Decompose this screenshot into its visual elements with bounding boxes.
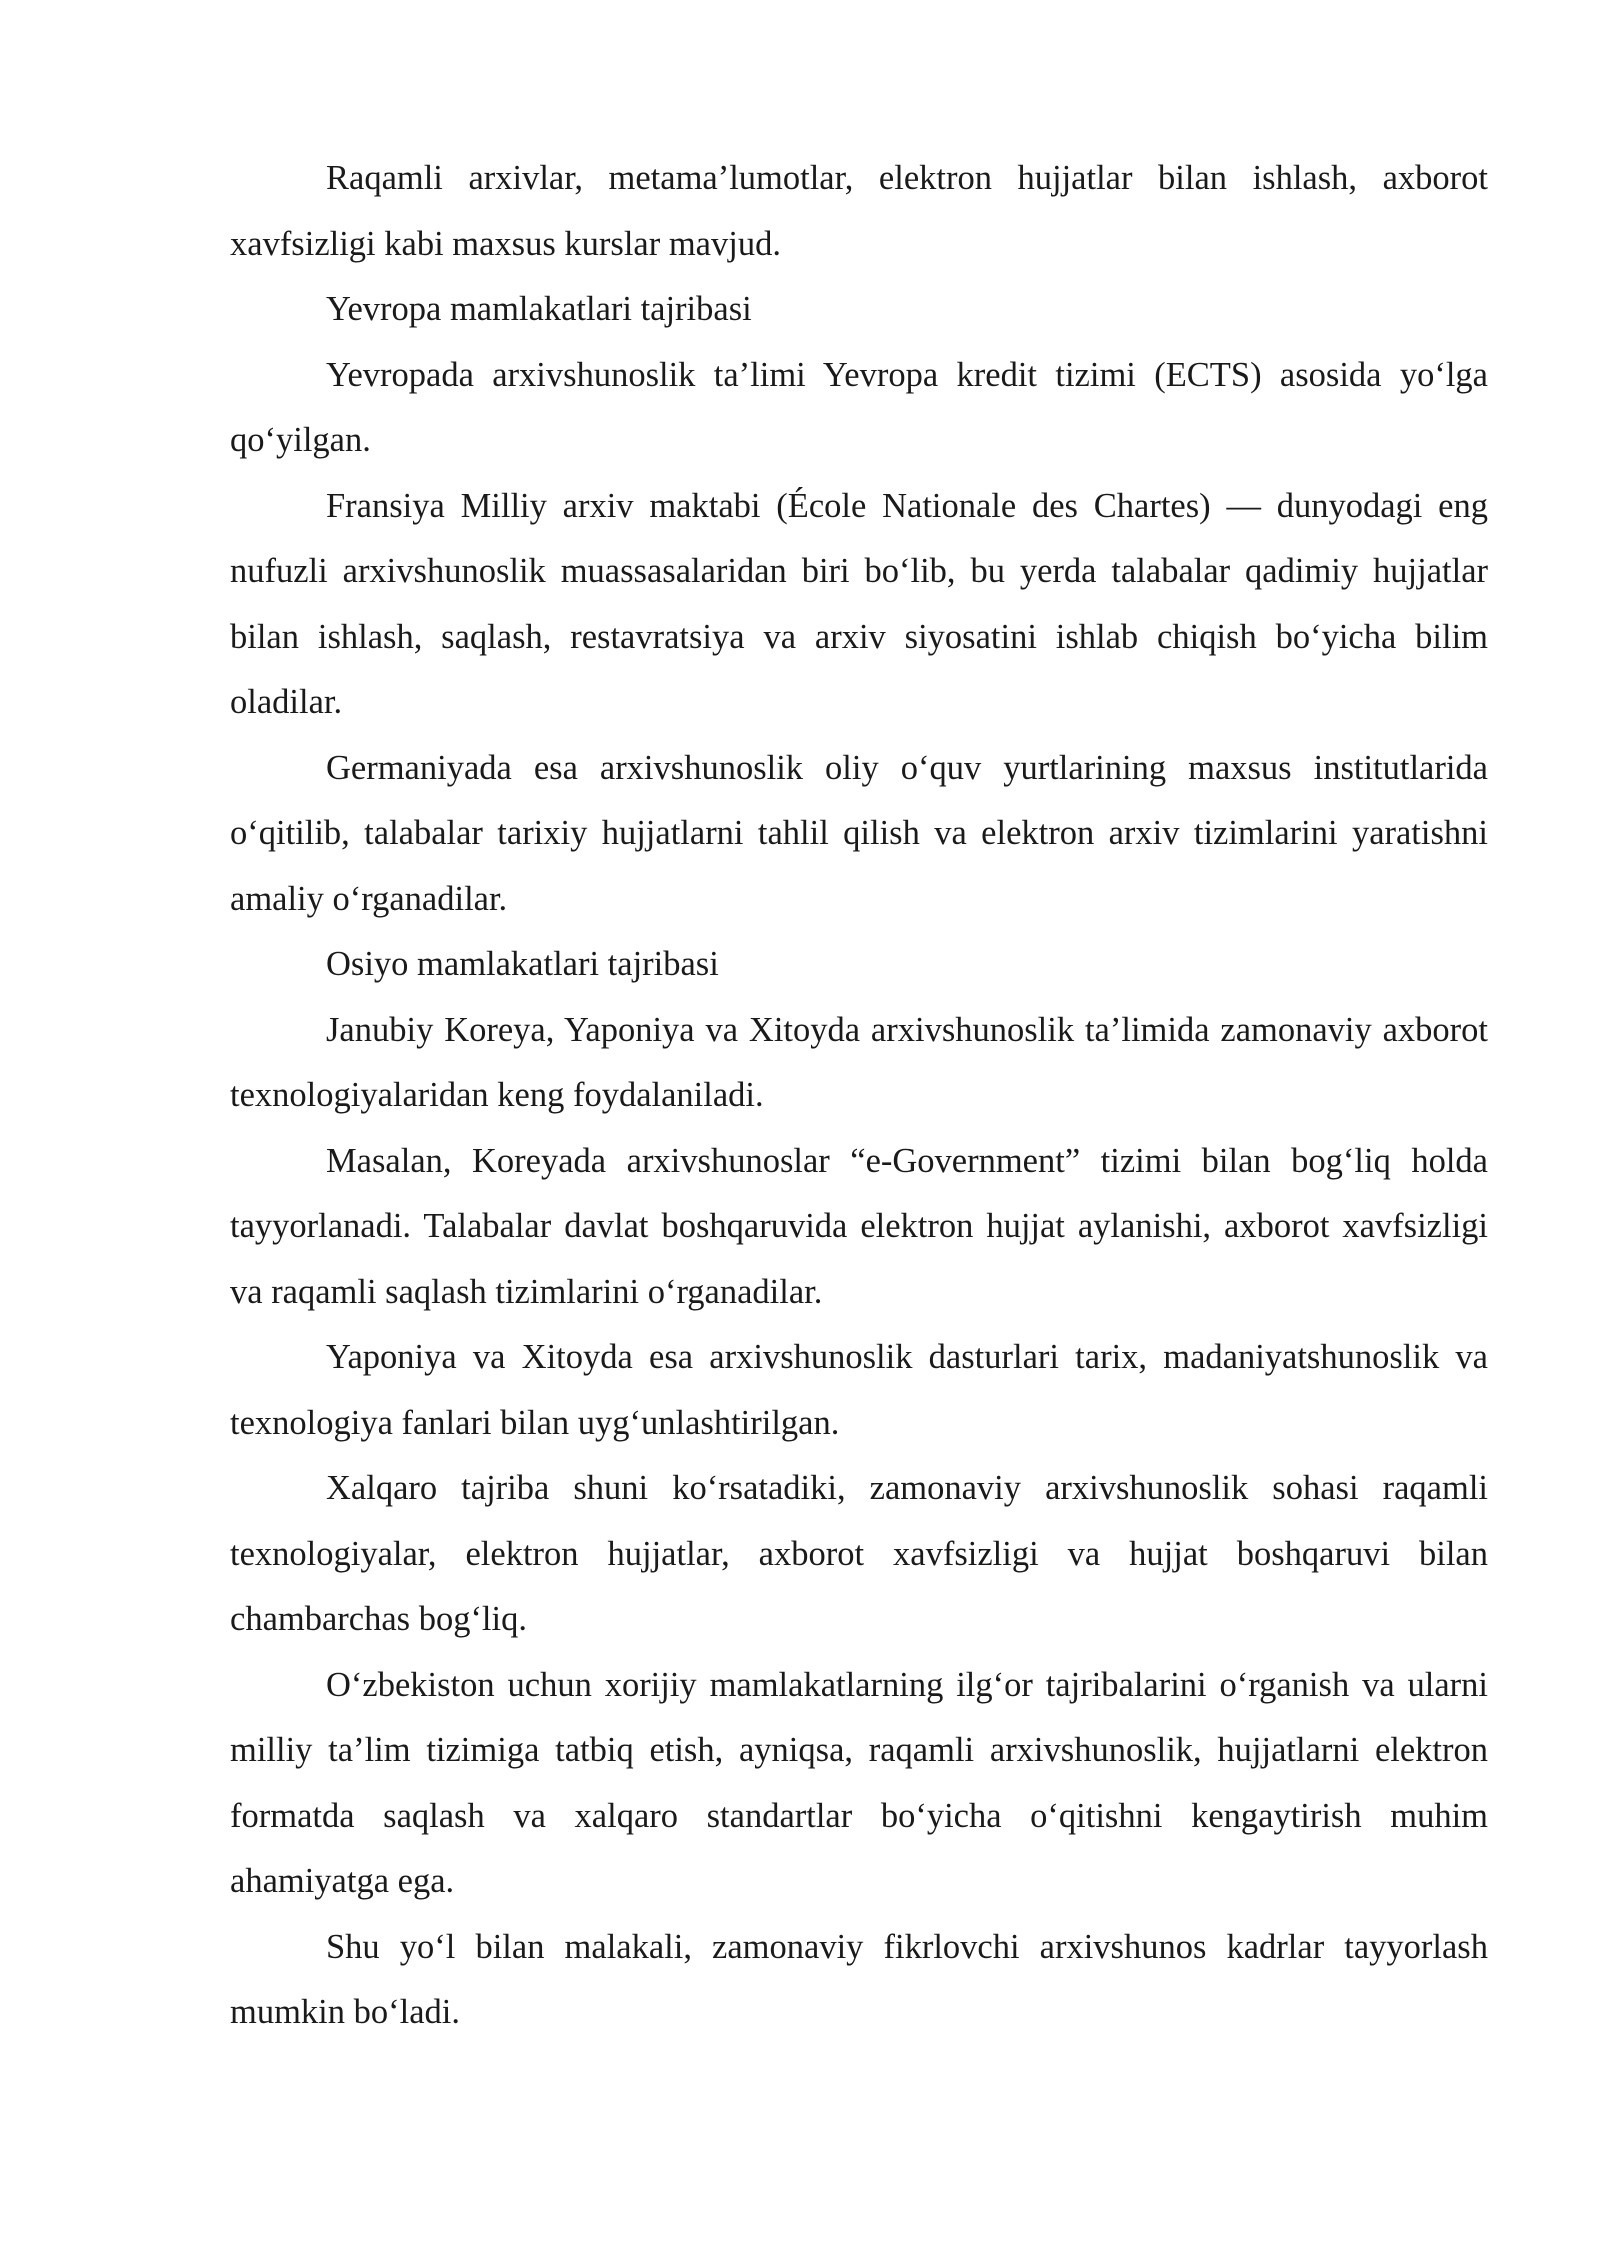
heading-europe-experience: Yevropa mamlakatlari tajribasi: [326, 290, 752, 328]
paragraph-europe-ects: Yevropada arxivshunoslik ta’limi Yevropa kredit tizimi (ECTS) asosida yo‘lga qo‘yilgan.: [230, 355, 1488, 459]
paragraph-france-chartes: Fransiya Milliy arxiv maktabi (École Nationale des Chartes) — dunyodagi eng nufuzli arxivshunoslik muassasalaridan biri bo‘lib, bu yerda talabalar qadimiy hujjatlar bilan ishlash, saqlash, restavratsiya va arxiv siyosatini ishlab chiqish bo‘yicha bilim oladilar.: [230, 486, 1488, 721]
paragraph-japan-china: Yaponiya va Xitoyda esa arxivshunoslik dasturlari tarix, madaniyatshunoslik va texnologiya fanlari bilan uyg‘unlashtirilgan.: [230, 1338, 1488, 1442]
paragraph-digital-archive-courses: Raqamli arxivlar, metama’lumotlar, elektron hujjatlar bilan ishlash, axborot xavfsizligi kabi maxsus kurslar mavjud.: [230, 159, 1488, 263]
paragraph-korea-egovernment: Masalan, Koreyada arxivshunoslar “e-Government” tizimi bilan bog‘liq holda tayyorlanadi. Talabalar davlat boshqaruvida elektron hujjat aylanishi, axborot xavfsizligi va raqamli saqlash tizimlarini o‘rganadilar.: [230, 1141, 1488, 1311]
paragraph-international-experience: Xalqaro tajriba shuni ko‘rsatadiki, zamonaviy arxivshunoslik sohasi raqamli texnologiyalar, elektron hujjatlar, axborot xavfsizligi va hujjat boshqaruvi bilan chambarchas bog‘liq.: [230, 1469, 1488, 1638]
paragraph-uzbekistan: O‘zbekiston uchun xorijiy mamlakatlarning ilg‘or tajribalarini o‘rganish va ularni milliy ta’lim tizimiga tatbiq etish, ayniqsa, raqamli arxivshunoslik, hujjatlarni elektron formatda saqlash va xalqaro standartlar bo‘yicha o‘qitishni kengaytirish muhim ahamiyatga ega.: [230, 1665, 1488, 1900]
document-body: [230, 146, 1488, 2046]
paragraph-germany: Germaniyada esa arxivshunoslik oliy o‘quv yurtlarining maxsus institutlarida o‘qitilib, talabalar tarixiy hujjatlarni tahlil qilish va elektron arxiv tizimlarini yaratishni amaliy o‘rganadilar.: [230, 748, 1488, 918]
heading-asia-experience: Osiyo mamlakatlari tajribasi: [326, 945, 719, 983]
paragraph-asia-technology: Janubiy Koreya, Yaponiya va Xitoyda arxivshunoslik ta’limida zamonaviy axborot texnologiyalaridan keng foydalaniladi.: [230, 1010, 1488, 1114]
paragraph-conclusion: Shu yo‘l bilan malakali, zamonaviy fikrlovchi arxivshunos kadrlar tayyorlash mumkin bo‘ladi.: [230, 1927, 1488, 2031]
